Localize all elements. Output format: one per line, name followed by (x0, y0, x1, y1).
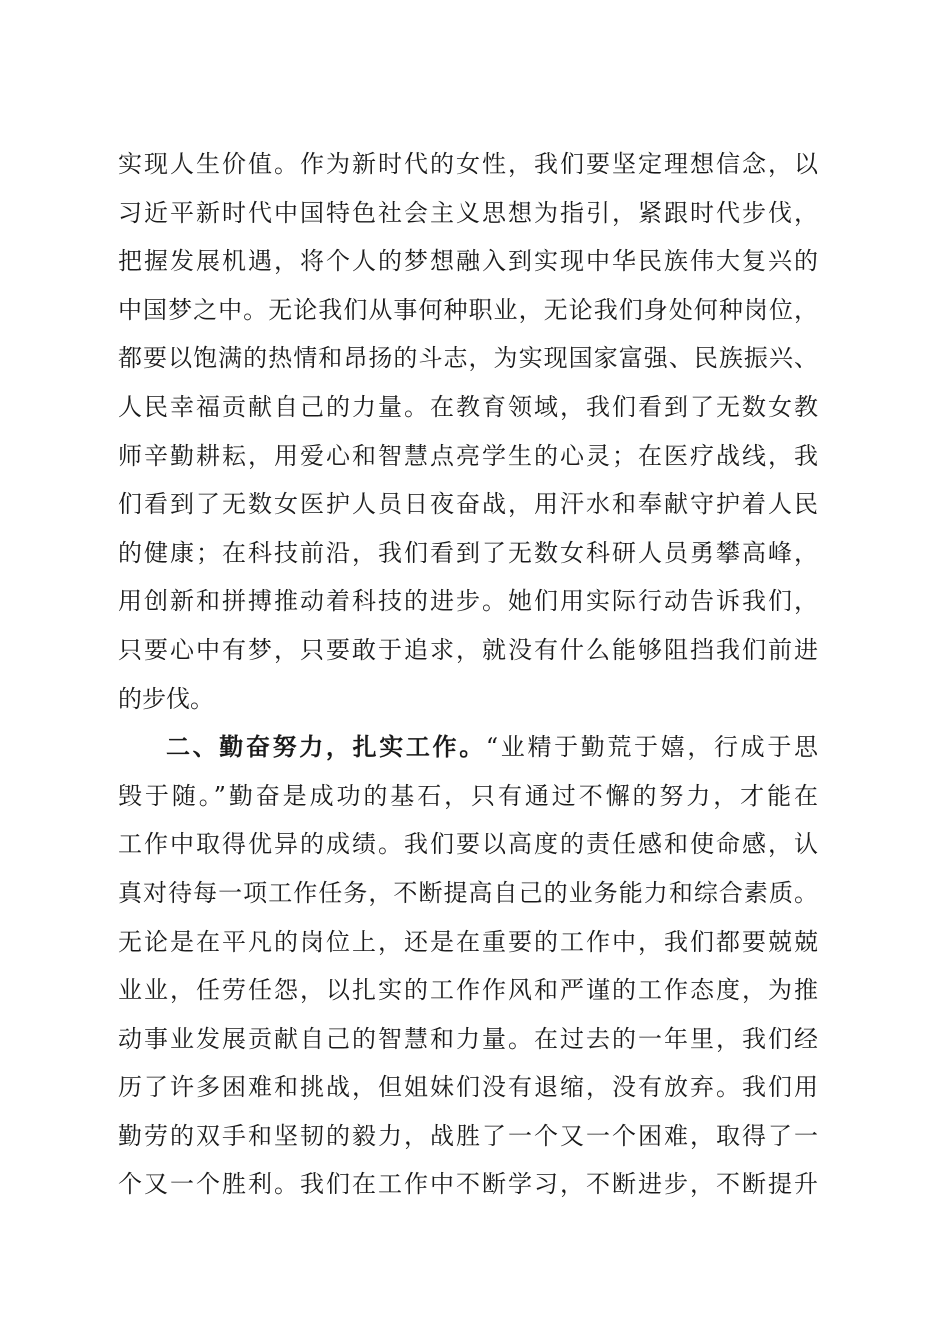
text-line: 把握发展机遇，将个人的梦想融入到实现中华民族伟大复兴的 (118, 247, 818, 276)
text-line: 中国梦之中。无论我们从事何种职业，无论我们身处何种岗位， (118, 295, 818, 324)
text-line: 的步伐。 (118, 684, 214, 713)
text-line: 个又一个胜利。我们在工作中不断学习，不断进步，不断提升 (118, 1170, 818, 1199)
text-line: 业业，任劳任怨，以扎实的工作作风和严谨的工作态度，为推 (118, 976, 818, 1005)
paragraph-hard-work (118, 723, 818, 1209)
paragraph-life-value (118, 140, 818, 723)
text-line-with-heading (118, 723, 818, 772)
text-line: 师辛勤耕耘，用爱心和智慧点亮学生的心灵；在医疗战线，我 (118, 441, 818, 470)
text-line: 只要心中有梦，只要敢于追求，就没有什么能够阻挡我们前进 (118, 635, 818, 664)
document-body (118, 140, 818, 1209)
text-line: 历了许多困难和挑战，但姐妹们没有退缩，没有放弃。我们用 (118, 1073, 818, 1102)
text-line: 的健康；在科技前沿，我们看到了无数女科研人员勇攀高峰， (118, 538, 818, 567)
text-line: 实现人生价值。作为新时代的女性，我们要坚定理想信念，以 (118, 150, 818, 178)
text-line: 真对待每一项工作任务，不断提高自己的业务能力和综合素质。 (118, 878, 818, 907)
text-line: 无论是在平凡的岗位上，还是在重要的工作中，我们都要兢兢 (118, 927, 818, 956)
text-line: 勤劳的双手和坚韧的毅力，战胜了一个又一个困难，取得了一 (118, 1121, 818, 1150)
text-line: 工作中取得优异的成绩。我们要以高度的责任感和使命感，认 (118, 830, 818, 859)
text-line: 动事业发展贡献自己的智慧和力量。在过去的一年里，我们经 (118, 1024, 818, 1053)
section-heading: 二、勤奋努力，扎实工作。 (166, 732, 486, 762)
text-line: 人民幸福贡献自己的力量。在教育领域，我们看到了无数女教 (118, 392, 818, 421)
heading-line-rest: “业精于勤荒于嬉，行成于思 (485, 733, 818, 762)
text-line: 们看到了无数女医护人员日夜奋战，用汗水和奉献守护着人民 (118, 490, 818, 519)
text-line: 习近平新时代中国特色社会主义思想为指引，紧跟时代步伐， (118, 198, 818, 227)
text-line: 毁于随。”勤奋是成功的基石，只有通过不懈的努力，才能在 (118, 781, 818, 810)
text-line: 都要以饱满的热情和昂扬的斗志，为实现国家富强、民族振兴、 (118, 344, 818, 373)
text-line: 用创新和拼搏推动着科技的进步。她们用实际行动告诉我们， (118, 587, 818, 616)
